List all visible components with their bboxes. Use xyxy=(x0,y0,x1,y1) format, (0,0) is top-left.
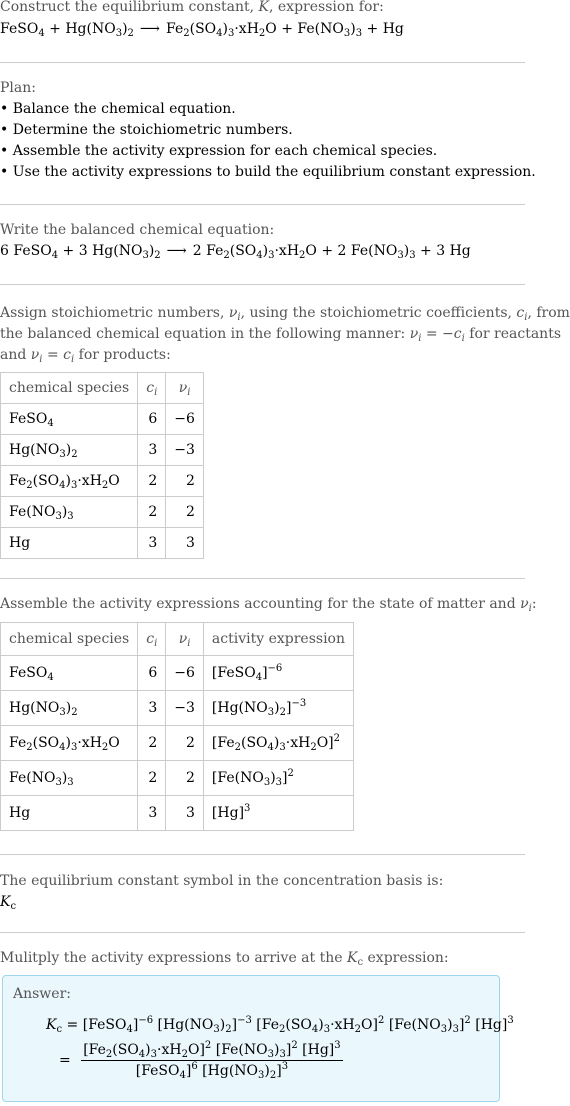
table-row: $Fe_2(SO_4)_3\cdot xH_2O$ 2 2 $[Fe_2(SO_4)_3\cdot xH_2O]^2$ xyxy=(1,726,354,761)
multiply-title: Mulitply the activity expressions to arrive at the $K_c$ expression: xyxy=(0,950,449,968)
stoich-text-line: and $\nu_i = c_i$ for products: xyxy=(0,347,171,365)
divider xyxy=(0,578,525,579)
divider xyxy=(0,204,525,205)
stoich-table xyxy=(0,372,204,559)
kc-expression-fraction: = $\frac{[Fe_2(SO_4)_3\cdot xH_2O]^2 [Fe(NO_3)_3]^2 [Hg]^3}{[FeSO_4]^6 [Hg(NO_3)_2]^3}$ xyxy=(59,1040,341,1081)
column-header: $\nu_i$ xyxy=(166,623,204,656)
stoich-text-line: the balanced chemical equation in the following manner: $\nu_i = -c_i$ for reactants xyxy=(0,326,562,344)
balanced-equation: 6 FeSO$_4$ + 3 $Hg(NO_3)_2$ ⟶ 2 $Fe_2(SO_4)_3\cdot xH_2O + 2$ $Fe(NO_3)_3 + 3$ Hg xyxy=(0,243,471,261)
table-row: FeSO$_4$ 6 −6 xyxy=(1,404,204,435)
column-header: chemical species xyxy=(1,623,138,656)
table-row: Hg 3 3 xyxy=(1,528,204,559)
reaction-equation: FeSO$_4$ + $Hg(NO_3)_2$ ⟶ $Fe_2(SO_4)_3\cdot xH_2O + Fe(NO_3)_3 + Hg$ xyxy=(0,21,404,39)
divider xyxy=(0,932,525,933)
plan-step: • Determine the stoichiometric numbers. xyxy=(0,122,293,138)
column-header: $c_i$ xyxy=(138,623,166,656)
column-header: $\nu_i$ xyxy=(166,373,204,404)
plan-title: Plan: xyxy=(0,80,36,96)
kc-expression-product: $K_c$ = [FeSO$_4$]$^{-6}$ $[Hg(NO_3)_2]^{-3}$ $[Fe_2(SO_4)_3\cdot xH_2O]^2$ $[Fe(NO_3)_3]^2$ $[Hg]^3$ xyxy=(46,1015,514,1035)
kc-title: The equilibrium constant symbol in the concentration basis is: xyxy=(0,873,444,889)
table-row: $Fe(NO_3)_3$ 2 2 xyxy=(1,497,204,528)
plan-step: • Assemble the activity expression for each chemical species. xyxy=(0,143,438,159)
plan-step: • Use the activity expressions to build the equilibrium constant expression. xyxy=(0,164,536,180)
table-row: FeSO$_4$ 6 −6 [FeSO$_4$]$^{-6}$ xyxy=(1,656,354,691)
table-row: $Hg(NO_3)_2$ 3 −3 xyxy=(1,435,204,466)
activity-title: Assemble the activity expressions accounting for the state of matter and $\nu_i$: xyxy=(0,596,537,614)
column-header: $c_i$ xyxy=(138,373,166,404)
balanced-title: Write the balanced chemical equation: xyxy=(0,222,275,238)
kc-symbol: $K_c$ xyxy=(0,894,17,912)
column-header: activity expression xyxy=(203,623,353,656)
column-header: chemical species xyxy=(1,373,138,404)
answer-label: Answer: xyxy=(13,986,71,1002)
table-row: $Fe(NO_3)_3$ 2 2 $[Fe(NO_3)_3]^2$ xyxy=(1,761,354,796)
divider xyxy=(0,62,525,63)
divider xyxy=(0,854,525,855)
table-row: $Hg(NO_3)_2$ 3 −3 $[Hg(NO_3)_2]^{-3}$ xyxy=(1,691,354,726)
intro-text: Construct the equilibrium constant, K, expression for: xyxy=(0,0,384,15)
activity-table xyxy=(0,622,354,831)
divider xyxy=(0,284,525,285)
plan-step: • Balance the chemical equation. xyxy=(0,101,236,117)
answer-box xyxy=(2,975,514,1102)
table-row: $Fe_2(SO_4)_3\cdot xH_2O$ 2 2 xyxy=(1,466,204,497)
stoich-text-line: Assign stoichiometric numbers, $\nu_i$, using the stoichiometric coefficients, $c_i$, from xyxy=(0,305,570,323)
table-row: Hg 3 3 $[Hg]^3$ xyxy=(1,796,354,831)
